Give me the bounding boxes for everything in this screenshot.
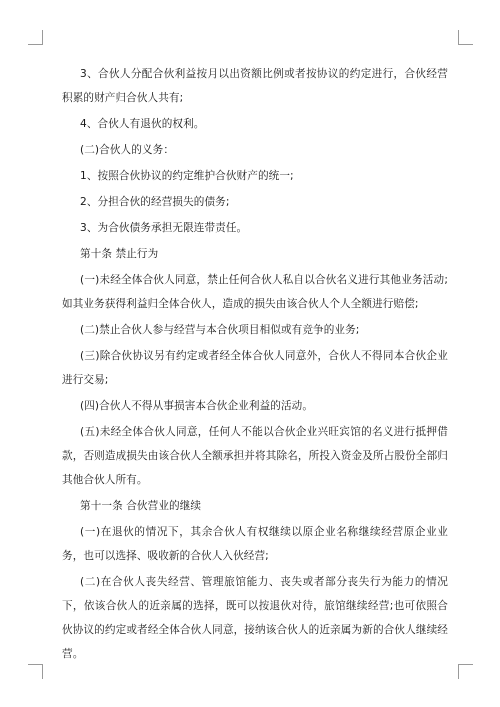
crop-mark-top-left xyxy=(28,30,43,45)
article-heading: 第十条 禁止行为 xyxy=(80,248,159,260)
paragraph: (一)未经全体合伙人同意，禁止任何合伙人私自以合伙名义进行其他业务活动;如其业务获得利益归全体合伙人，造成的损失由该合伙人个人全额进行赔偿; xyxy=(62,274,448,310)
paragraph: 4、合伙人有退伙的权利。 xyxy=(80,118,205,130)
section-heading: (二)合伙人的义务： xyxy=(80,144,175,156)
document-body xyxy=(62,62,448,666)
paragraph: 3、为合伙债务承担无限连带责任。 xyxy=(80,222,248,234)
paragraph: (五)未经全体合伙人同意，任何人不能以合伙企业兴旺宾馆的名义进行抵押借款，否则造成损失由该合伙人全额承担并将其除名，所投入资金及所占股份全部归其他合伙人所有。 xyxy=(62,426,448,486)
crop-mark-top-right xyxy=(458,30,473,45)
paragraph: 3、合伙人分配合伙利益按月以出资额比例或者按协议的约定进行，合伙经营积累的财产归合伙人共有; xyxy=(62,68,448,104)
paragraph: 2、分担合伙的经营损失的债务; xyxy=(80,196,230,208)
crop-mark-bottom-left xyxy=(28,664,43,679)
paragraph: (一)在退伙的情况下，其余合伙人有权继续以原企业名称继续经营原企业业务，也可以选择、吸收新的合伙人入伙经营; xyxy=(62,526,448,562)
paragraph: (二)禁止合伙人参与经营与本合伙项目相似或有竞争的业务; xyxy=(80,324,360,336)
crop-mark-bottom-right xyxy=(458,664,473,679)
article-heading: 第十一条 合伙营业的继续 xyxy=(80,500,202,512)
paragraph: (四)合伙人不得从事损害本合伙企业利益的活动。 xyxy=(80,400,314,412)
paragraph: (二)在合伙人丧失经营、管理旅馆能力、丧失或者部分丧失行为能力的情况下，依该合伙人的近亲属的选择，既可以按退伙对待，旅馆继续经营;也可依照合伙协议的约定或者经全体合伙人同意，接纳该合伙人的近亲属为新的合伙人继续经营。 xyxy=(62,576,448,660)
paragraph: 1、按照合伙协议的约定维护合伙财产的统一; xyxy=(80,170,294,182)
paragraph: (三)除合伙协议另有约定或者经全体合伙人同意外，合伙人不得同本合伙企业进行交易; xyxy=(62,350,448,386)
